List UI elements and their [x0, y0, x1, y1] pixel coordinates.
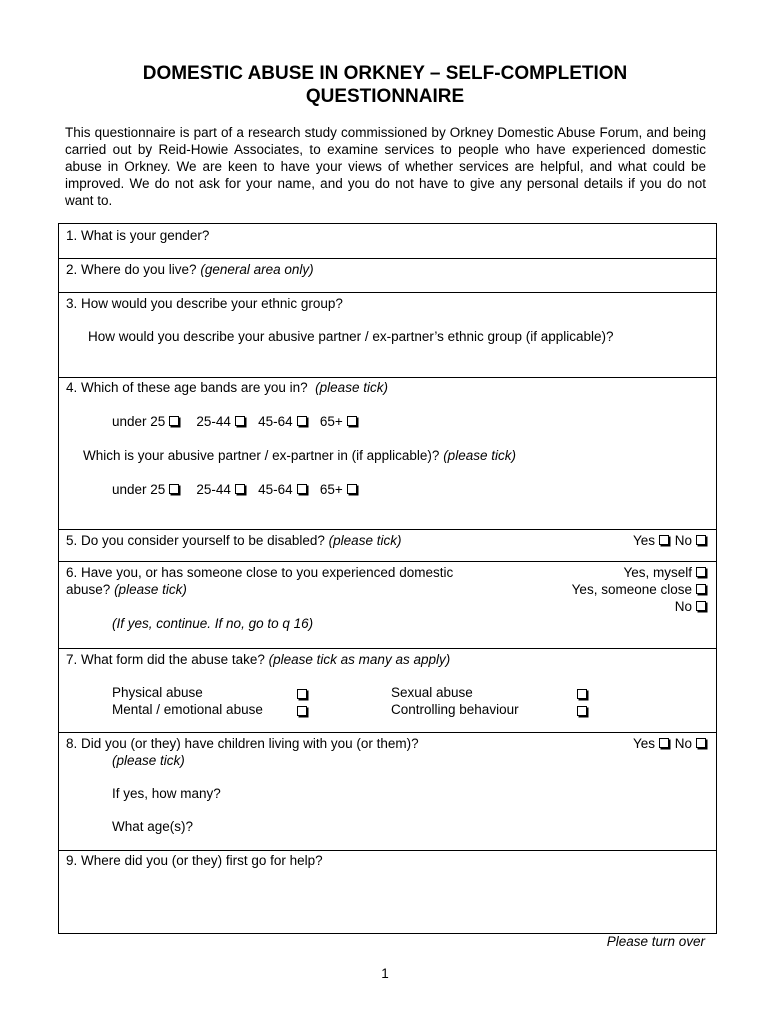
intro-paragraph: This questionnaire is part of a research study commissioned by Orkney Domestic Abuse Forum, and being carried out by Reid-Howie Associates, to examine services to people who have experienced domestic abuse in Orkney. We are keen to have your views of whether services are helpful, and what could be improved. We do not ask for your name, and you do not have to give any personal details if you do not want to.: [65, 125, 706, 208]
checkbox-q8-yes[interactable]: [659, 738, 669, 748]
age-bands-self: under 25 25-44 45-64 65+: [112, 413, 359, 430]
title-line-2: QUESTIONNAIRE: [305, 86, 465, 107]
question-3-sub: How would you describe your abusive partner / ex-partner’s ethnic group (if applicable)?: [88, 329, 614, 344]
q7-physical-label: Physical abuse: [112, 685, 203, 700]
checkbox-q7-physical[interactable]: [297, 689, 307, 699]
page-number: 1: [381, 966, 389, 981]
title-line-1: DOMESTIC ABUSE IN ORKNEY – SELF-COMPLETION: [142, 63, 628, 84]
checkbox-q7-controlling[interactable]: [577, 706, 587, 716]
question-4-text: 4. Which of these age bands are you in?: [66, 380, 308, 395]
question-6-note: (please tick): [114, 582, 187, 597]
question-4-note: (please tick): [315, 380, 388, 395]
questionnaire-table: [58, 223, 717, 934]
question-4-sub-note: (please tick): [443, 448, 516, 463]
checkbox-q6-myself[interactable]: [696, 567, 706, 577]
question-4-row: [59, 377, 716, 530]
question-9-text: 9. Where did you (or they) first go for help?: [66, 853, 323, 868]
question-5-note: (please tick): [328, 533, 402, 548]
question-8-text: 8. Did you (or they) have children living with you (or them)?: [66, 736, 419, 751]
q8-no-label: No: [674, 736, 692, 751]
checkbox-q6-someone-close[interactable]: [696, 584, 706, 594]
question-6-instruction: (If yes, continue. If no, go to q 16): [112, 616, 314, 631]
q6-opt-no: No: [674, 599, 692, 614]
question-8-row: [59, 732, 716, 851]
q6-opt-someone-close: Yes, someone close: [571, 582, 692, 597]
checkbox-q7-mental[interactable]: [297, 706, 307, 716]
checkbox-partner-under-25[interactable]: [169, 484, 179, 494]
checkbox-partner-25-44[interactable]: [235, 484, 245, 494]
question-6-row: [59, 561, 716, 649]
question-7-row: [59, 648, 716, 733]
q7-mental-label: Mental / emotional abuse: [112, 702, 263, 717]
question-3-text: 3. How would you describe your ethnic group?: [66, 296, 343, 311]
checkbox-partner-45-64[interactable]: [297, 484, 307, 494]
checkbox-45-64[interactable]: [297, 416, 307, 426]
page-title: [0, 62, 770, 108]
question-2-row[interactable]: [59, 258, 716, 293]
question-4-sub: Which is your abusive partner / ex-partner in (if applicable)?: [83, 448, 440, 463]
q8-yes-label: Yes: [632, 736, 655, 751]
checkbox-q5-no[interactable]: [696, 535, 706, 545]
question-6-text-line2: abuse?: [66, 582, 111, 597]
q7-controlling-label: Controlling behaviour: [391, 702, 519, 717]
turn-over-note: Please turn over: [606, 934, 705, 949]
age-bands-partner: under 25 25-44 45-64 65+: [112, 481, 359, 498]
checkbox-65-plus[interactable]: [347, 416, 357, 426]
question-7-note: (please tick as many as apply): [268, 652, 451, 667]
checkbox-25-44[interactable]: [235, 416, 245, 426]
question-5-row: [59, 529, 716, 562]
q7-sexual-label: Sexual abuse: [391, 685, 473, 700]
checkbox-q7-sexual[interactable]: [577, 689, 587, 699]
question-2-text: 2. Where do you live?: [66, 262, 197, 277]
checkbox-q8-no[interactable]: [696, 738, 706, 748]
checkbox-q6-no[interactable]: [696, 601, 706, 611]
question-1-row[interactable]: [59, 224, 716, 259]
checkbox-q5-yes[interactable]: [659, 535, 669, 545]
q5-no-label: No: [674, 533, 692, 548]
question-6-text-line1: 6. Have you, or has someone close to you experienced domestic: [66, 565, 454, 580]
q6-opt-myself: Yes, myself: [623, 565, 692, 580]
question-3-row[interactable]: [59, 292, 716, 378]
checkbox-partner-65-plus[interactable]: [347, 484, 357, 494]
question-2-note: (general area only): [200, 262, 314, 277]
question-5-text: 5. Do you consider yourself to be disabled?: [66, 533, 325, 548]
question-9-row[interactable]: [59, 850, 716, 934]
question-8-note: (please tick): [112, 753, 185, 768]
q8-how-many: If yes, how many?: [112, 786, 221, 801]
q5-yes-label: Yes: [632, 533, 655, 548]
q8-ages: What age(s)?: [112, 819, 194, 834]
checkbox-under-25[interactable]: [169, 416, 179, 426]
question-7-text: 7. What form did the abuse take?: [66, 652, 265, 667]
question-1-text: 1. What is your gender?: [66, 228, 210, 243]
